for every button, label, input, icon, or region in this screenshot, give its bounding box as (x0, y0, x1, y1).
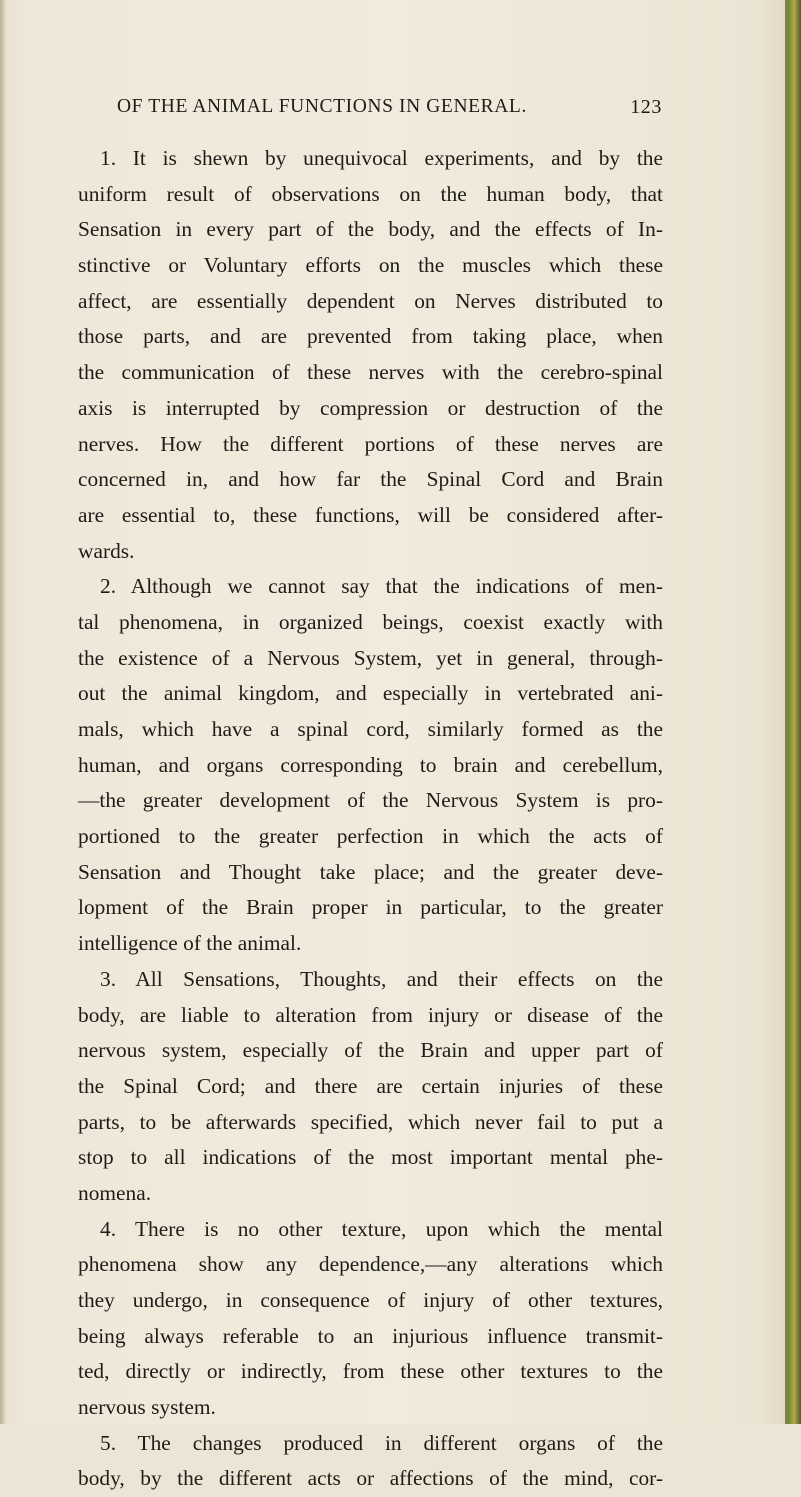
text-line: Sensation in every part of the body, and the effects of In- (78, 217, 663, 242)
running-title: OF THE ANIMAL FUNCTIONS IN GENERAL. (117, 96, 527, 117)
text-line: tal phenomena, in organized beings, coexist exactly with (78, 609, 663, 634)
text-line: stinctive or Voluntary efforts on the muscles which these (78, 253, 663, 278)
text-line: wards. (78, 538, 135, 563)
text-line: parts, to be afterwards specified, which never fail to put a (78, 1109, 663, 1134)
text-line: the Spinal Cord; and there are certain injuries of these (78, 1073, 663, 1098)
text-line: nervous system, especially of the Brain and upper part of (78, 1038, 663, 1063)
text-line: nerves. How the different portions of these nerves are (78, 431, 663, 456)
text-line: human, and organs corresponding to brain and cerebellum, (78, 752, 663, 777)
page-gutter-shadow (0, 0, 6, 1424)
text-line: body, are liable to alteration from injury or disease of the (78, 1002, 663, 1027)
body-text (78, 141, 663, 1497)
text-line: —the greater development of the Nervous System is pro- (78, 788, 663, 813)
text-line: nervous system. (78, 1395, 216, 1420)
text-line: mals, which have a spinal cord, similarly formed as the (78, 717, 663, 741)
text-line: they undergo, in consequence of injury of other textures, (78, 1288, 663, 1312)
text-line: 1. It is shewn by unequivocal experiments, and by the (100, 146, 663, 170)
text-line: portioned to the greater perfection in which the acts of (78, 824, 663, 849)
text-line: lopment of the Brain proper in particular, to the greater (78, 895, 663, 920)
text-line: 4. There is no other texture, upon which the mental (100, 1216, 663, 1241)
text-line: stop to all indications of the most important mental phe- (78, 1145, 663, 1170)
text-line: 5. The changes produced in different organs of the (100, 1430, 663, 1455)
text-line: being always referable to an injurious influence transmit- (78, 1323, 663, 1348)
text-line: concerned in, and how far the Spinal Cord and Brain (78, 467, 663, 492)
page-number: 123 (630, 96, 662, 118)
text-line: phenomena show any dependence,—any alterations which (78, 1252, 663, 1277)
text-line: the communication of these nerves with the cerebro-spinal (78, 360, 663, 385)
text-line: body, by the different acts or affections of the mind, cor- (78, 1466, 663, 1491)
text-line: 2. Although we cannot say that the indications of men- (100, 574, 663, 599)
text-line: ted, directly or indirectly, from these other textures to the (78, 1359, 663, 1384)
text-line: axis is interrupted by compression or destruction of the (78, 395, 663, 420)
text-line: those parts, and are prevented from taking place, when (78, 324, 663, 349)
text-line: Sensation and Thought take place; and the greater deve- (78, 859, 663, 884)
book-edge (785, 0, 801, 1424)
text-line: 3. All Sensations, Thoughts, and their effects on the (100, 966, 663, 991)
text-line: are essential to, these functions, will be considered after- (78, 502, 663, 527)
text-line: affect, are essentially dependent on Nerves distributed to (78, 288, 663, 313)
text-line: out the animal kingdom, and especially in vertebrated ani- (78, 681, 663, 706)
text-line: the existence of a Nervous System, yet in general, through- (78, 645, 663, 670)
text-line: nomena. (78, 1180, 152, 1205)
text-line: intelligence of the animal. (78, 931, 302, 956)
text-line: uniform result of observations on the human body, that (78, 181, 663, 206)
